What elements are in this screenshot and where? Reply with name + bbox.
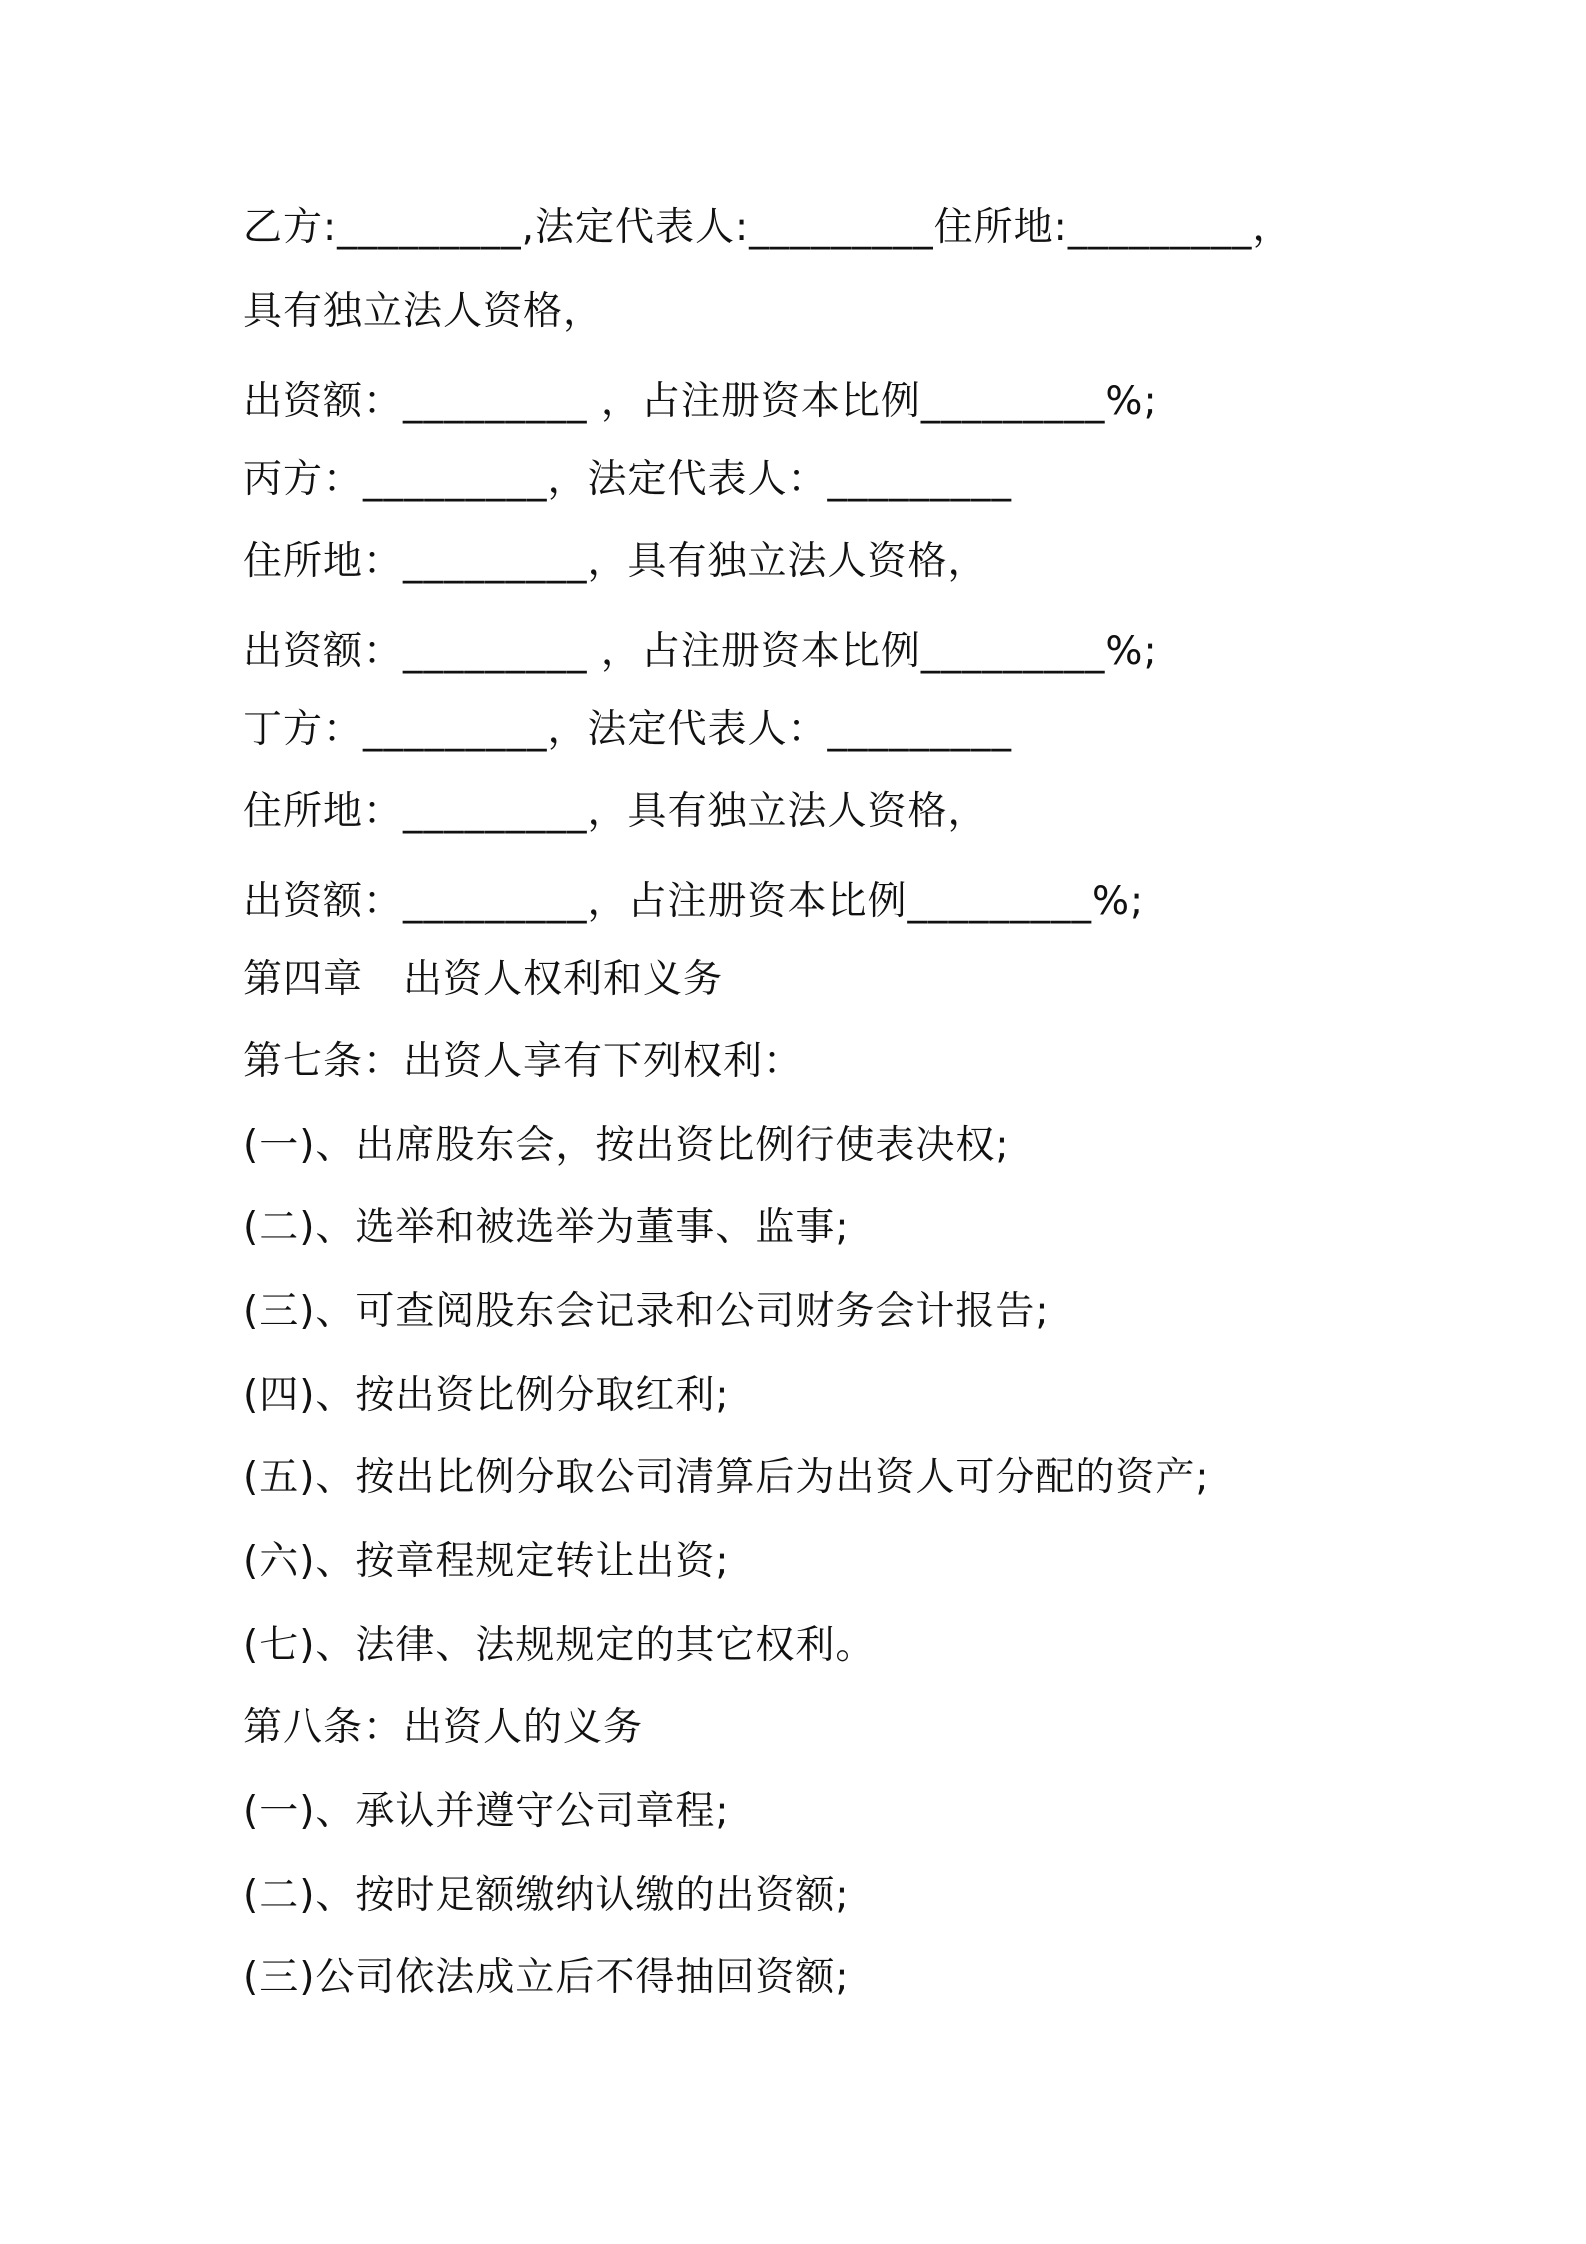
rights-item-7: (七)、法律、法规规定的其它权利。 [243,1623,876,1668]
party-d-address: 住所地：_________，具有独立法人资格， [243,789,988,834]
duties-item-1: (一)、承认并遵守公司章程; [243,1789,730,1834]
rights-item-5: (五)、按出比例分取公司清算后为出资人可分配的资产; [243,1455,1210,1500]
article-seven-heading: 第七条：出资人享有下列权利： [243,1039,804,1084]
rights-item-1: (一)、出席股东会，按出资比例行使表决权; [243,1123,1010,1168]
party-b-capital: 出资额：_________ ，占注册资本比例_________%; [243,379,1158,424]
party-d-capital: 出资额：_________，占注册资本比例_________%; [243,879,1145,924]
party-d-line: 丁方：_________，法定代表人：_________ [243,707,1013,752]
duties-item-3: (三)公司依法成立后不得抽回资额; [243,1955,850,2000]
rights-item-6: (六)、按章程规定转让出资; [243,1539,730,1584]
party-c-address: 住所地：_________，具有独立法人资格， [243,539,988,584]
rights-item-4: (四)、按出资比例分取红利; [243,1373,730,1418]
rights-item-3: (三)、可查阅股东会记录和公司财务会计报告; [243,1289,1050,1334]
party-c-capital: 出资额：_________ ，占注册资本比例_________%; [243,629,1158,674]
party-b-line: 乙方:_________,法定代表人:_________住所地:_________， [243,205,1293,250]
chapter-four-heading: 第四章 出资人权利和义务 [243,957,724,1002]
article-eight-heading: 第八条：出资人的义务 [243,1705,644,1750]
rights-item-2: (二)、选举和被选举为董事、监事; [243,1205,850,1250]
party-b-qualification: 具有独立法人资格， [243,289,604,334]
party-c-line: 丙方：_________，法定代表人：_________ [243,457,1013,502]
duties-item-2: (二)、按时足额缴纳认缴的出资额; [243,1873,850,1918]
